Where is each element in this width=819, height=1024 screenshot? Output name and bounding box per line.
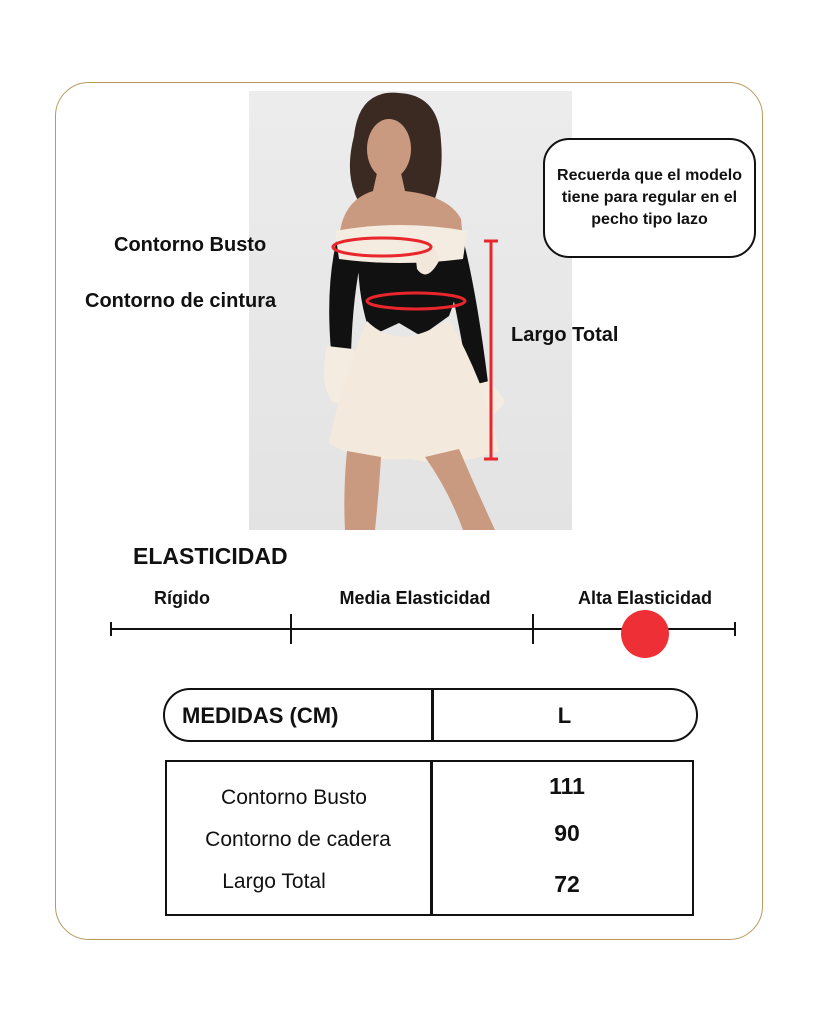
fit-note-text: Recuerda que el modelo tiene para regular en el pecho tipo lazo [557, 167, 742, 228]
table-row-name: Largo Total [222, 870, 326, 893]
elasticity-scale [108, 612, 738, 646]
table-divider [430, 762, 433, 914]
model-illustration [249, 91, 572, 530]
size-label: L [557, 703, 572, 728]
product-photo [249, 91, 572, 530]
elasticity-indicator [621, 610, 669, 658]
elasticity-level-high: Alta Elasticidad [577, 588, 713, 608]
table-row-name: Contorno Busto [221, 786, 367, 809]
table-row-value: 72 [554, 871, 580, 897]
scale-tick [290, 614, 292, 644]
scale-tick [110, 622, 112, 636]
fit-note [543, 138, 756, 258]
waist-label: Contorno de cintura [85, 290, 277, 312]
elasticity-title: ELASTICIDAD [133, 543, 288, 569]
table-row-value: 111 [549, 773, 585, 799]
measurements-table [165, 760, 694, 916]
scale-tick [532, 614, 534, 644]
scale-tick [734, 622, 736, 636]
table-row-name: Contorno de cadera [205, 828, 391, 851]
measurements-title: MEDIDAS (CM) [182, 703, 339, 728]
table-row-value: 90 [554, 820, 580, 846]
bust-label: Contorno Busto [114, 234, 267, 256]
elasticity-level-rigid: Rígido [154, 588, 210, 608]
measurements-header [163, 688, 698, 742]
elasticity-level-medium: Media Elasticidad [339, 588, 491, 608]
length-label: Largo Total [511, 324, 619, 346]
